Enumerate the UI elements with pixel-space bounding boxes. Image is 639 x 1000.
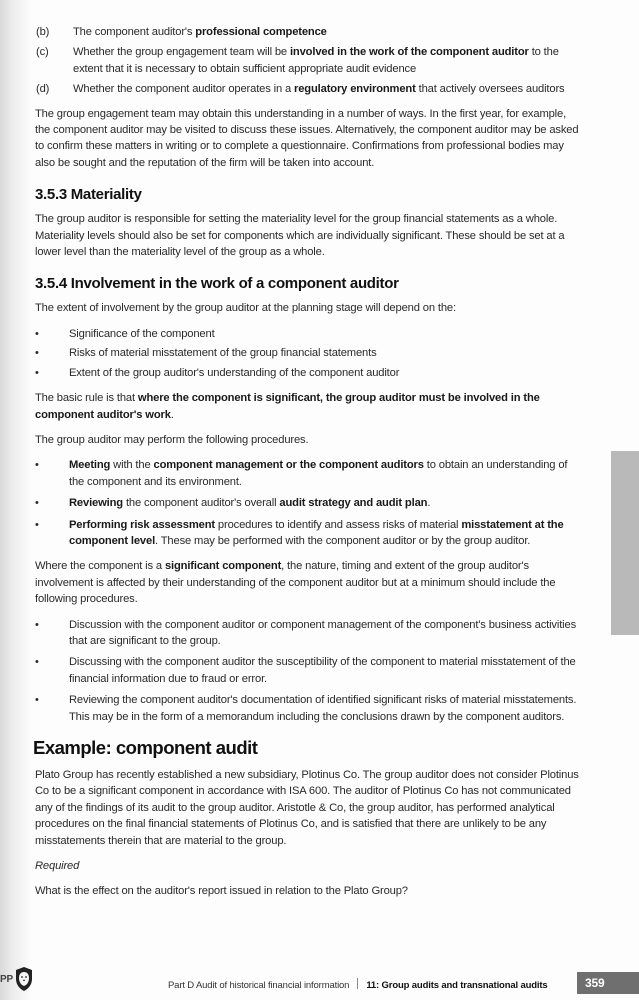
- procedures-bullet-list: [35, 457, 580, 549]
- bold-text: regulatory environment: [294, 83, 416, 96]
- text: that actively oversees auditors: [415, 83, 565, 96]
- bullet-text: Risks of material misstatement of the group financial statements: [69, 347, 377, 360]
- text: The basic rule is that: [35, 392, 138, 405]
- text: Where the component is a: [35, 560, 165, 573]
- text: . These may be performed with the component auditor or by the group auditor.: [155, 534, 531, 547]
- item-text: [73, 44, 580, 77]
- bullet-item: [35, 326, 580, 342]
- criteria-item: [35, 24, 580, 40]
- text: The component auditor's: [73, 26, 196, 38]
- involvement-intro: The extent of involvement by the group auditor at the planning stage will depend on the:: [35, 302, 456, 315]
- bullet-icon: •: [35, 518, 39, 531]
- bold-text: misstatement at the component level: [69, 518, 564, 547]
- bullet-item: [35, 457, 580, 490]
- bullet-icon: •: [35, 459, 39, 472]
- text: Whether the component auditor operates in a: [73, 83, 295, 96]
- bullet-text: [69, 457, 580, 490]
- criteria-list: [35, 24, 580, 98]
- item-marker: (c): [36, 46, 49, 59]
- page-footer: [0, 968, 639, 1000]
- required-label: Required: [35, 860, 80, 873]
- lion-shield-logo-icon: [14, 966, 34, 992]
- text: Whether the group engagement team will be: [73, 46, 290, 59]
- bullet-item: [35, 692, 580, 725]
- bullet-text: Reviewing the component auditor's documentation of identified significant risks of material misstatements. This may be in the form of a memorandum including the conclusions drawn by the component auditors.: [69, 694, 577, 723]
- bullet-icon: •: [35, 497, 39, 510]
- heading-involvement: 3.5.4 Involvement in the work of a component auditor: [35, 275, 399, 293]
- bullet-icon: •: [35, 694, 39, 707]
- understanding-paragraph: The group engagement team may obtain this understanding in a number of ways. In the first year, for example, the component auditor may be visited to discuss these issues. Alternatively, the component auditor may be asked to confirm these matters in writing or to complete a questionnaire. Confirmations from professional bodies may also be sought and the reputation of the firm will be taken into account.: [35, 107, 579, 169]
- bullet-icon: •: [35, 618, 39, 631]
- bullet-item: [35, 495, 580, 511]
- item-text: [73, 81, 580, 97]
- materiality-paragraph: The group auditor is responsible for setting the materiality level for the group financial statements as a whole. Materiality levels should also be set for components which are individually significant. These should be set at a lower level than the materiality level of the group as a whole.: [35, 213, 565, 259]
- text: the component auditor's overall: [122, 497, 280, 510]
- bold-text: audit strategy and audit plan: [279, 497, 428, 510]
- bullet-icon: •: [35, 327, 39, 340]
- bold-text: significant component: [164, 560, 282, 573]
- procedures-intro: The group auditor may perform the following procedures.: [35, 433, 309, 446]
- bullet-text: Significance of the component: [69, 327, 215, 340]
- bullet-item: [35, 617, 580, 650]
- page-content: [35, 24, 580, 909]
- item-text: [73, 24, 580, 40]
- bullet-item: [35, 365, 580, 381]
- significant-component-paragraph: [35, 558, 580, 607]
- bullet-text: Discussing with the component auditor the susceptibility of the component to material misstatement of the financial information due to fraud or error.: [69, 656, 576, 685]
- bullet-text: [69, 495, 580, 511]
- bullet-text: Extent of the group auditor's understanding of the component auditor: [69, 366, 400, 379]
- depend-bullet-list: [35, 326, 580, 381]
- text: .: [427, 497, 431, 510]
- text: , the nature, timing and extent of the group auditor's involvement is affected by their understanding of the component auditor but at a minimum should include the following procedures.: [35, 560, 556, 606]
- bold-text: where the component is significant, the group auditor must be involved in the component auditor's work: [35, 392, 540, 421]
- page-number: 359: [577, 972, 639, 994]
- bullet-icon: •: [35, 347, 39, 360]
- bullet-item: [35, 654, 580, 687]
- bullet-icon: •: [35, 366, 39, 379]
- example-question: What is the effect on the auditor's report issued in relation to the Plato Group?: [35, 885, 408, 898]
- bullet-icon: •: [35, 656, 39, 669]
- minimum-procedures-list: [35, 617, 580, 725]
- text: to obtain an understanding of the component and its environment.: [69, 459, 568, 488]
- section-thumb-tab: [611, 451, 639, 635]
- item-marker: (d): [36, 83, 50, 96]
- bold-text: involved in the work of the component auditor: [289, 46, 529, 59]
- text: .: [170, 408, 174, 421]
- text: procedures to identify and assess risks of material: [214, 518, 462, 531]
- bold-text: Reviewing: [69, 497, 123, 510]
- bullet-item: [35, 345, 580, 361]
- bold-text: component management or the component auditors: [153, 459, 424, 472]
- footer-part: Part D Audit of historical financial information: [168, 980, 350, 991]
- item-marker: (b): [36, 26, 50, 38]
- footer-running-title: [168, 978, 548, 994]
- basic-rule-paragraph: [35, 390, 580, 423]
- example-heading: Example: component audit: [33, 737, 258, 758]
- publisher-logo-text: PP: [0, 974, 14, 985]
- footer-chapter: 11: Group audits and transnational audits: [366, 980, 548, 991]
- text: to the extent that it is necessary to obtain sufficient appropriate audit evidence: [73, 46, 559, 75]
- criteria-item: [35, 44, 580, 77]
- criteria-item: [35, 81, 580, 97]
- text: with the: [110, 459, 154, 472]
- heading-materiality: 3.5.3 Materiality: [35, 186, 142, 204]
- bullet-text: [69, 517, 580, 550]
- book-spine-shadow: [0, 0, 30, 1000]
- footer-divider: [357, 978, 358, 989]
- bold-text: Meeting: [69, 459, 111, 472]
- bullet-text: Discussion with the component auditor or component management of the component's business activities that are significant to the group.: [69, 618, 577, 647]
- bold-text: Performing risk assessment: [69, 518, 215, 531]
- bold-text: professional competence: [195, 26, 327, 38]
- example-body: Plato Group has recently established a new subsidiary, Plotinus Co. The group auditor does not consider Plotinus Co to be a significant component in accordance with ISA 600. The auditor of Plotinus Co has not communicated any of the findings of its audit to the group auditor. Aristotle & Co, the group auditor, has performed analytical procedures on the final financial statements of Plotinus Co, and is satisfied that there are unlikely to be any misstatements therein that are material to the group.: [35, 769, 579, 847]
- bullet-item: [35, 517, 580, 550]
